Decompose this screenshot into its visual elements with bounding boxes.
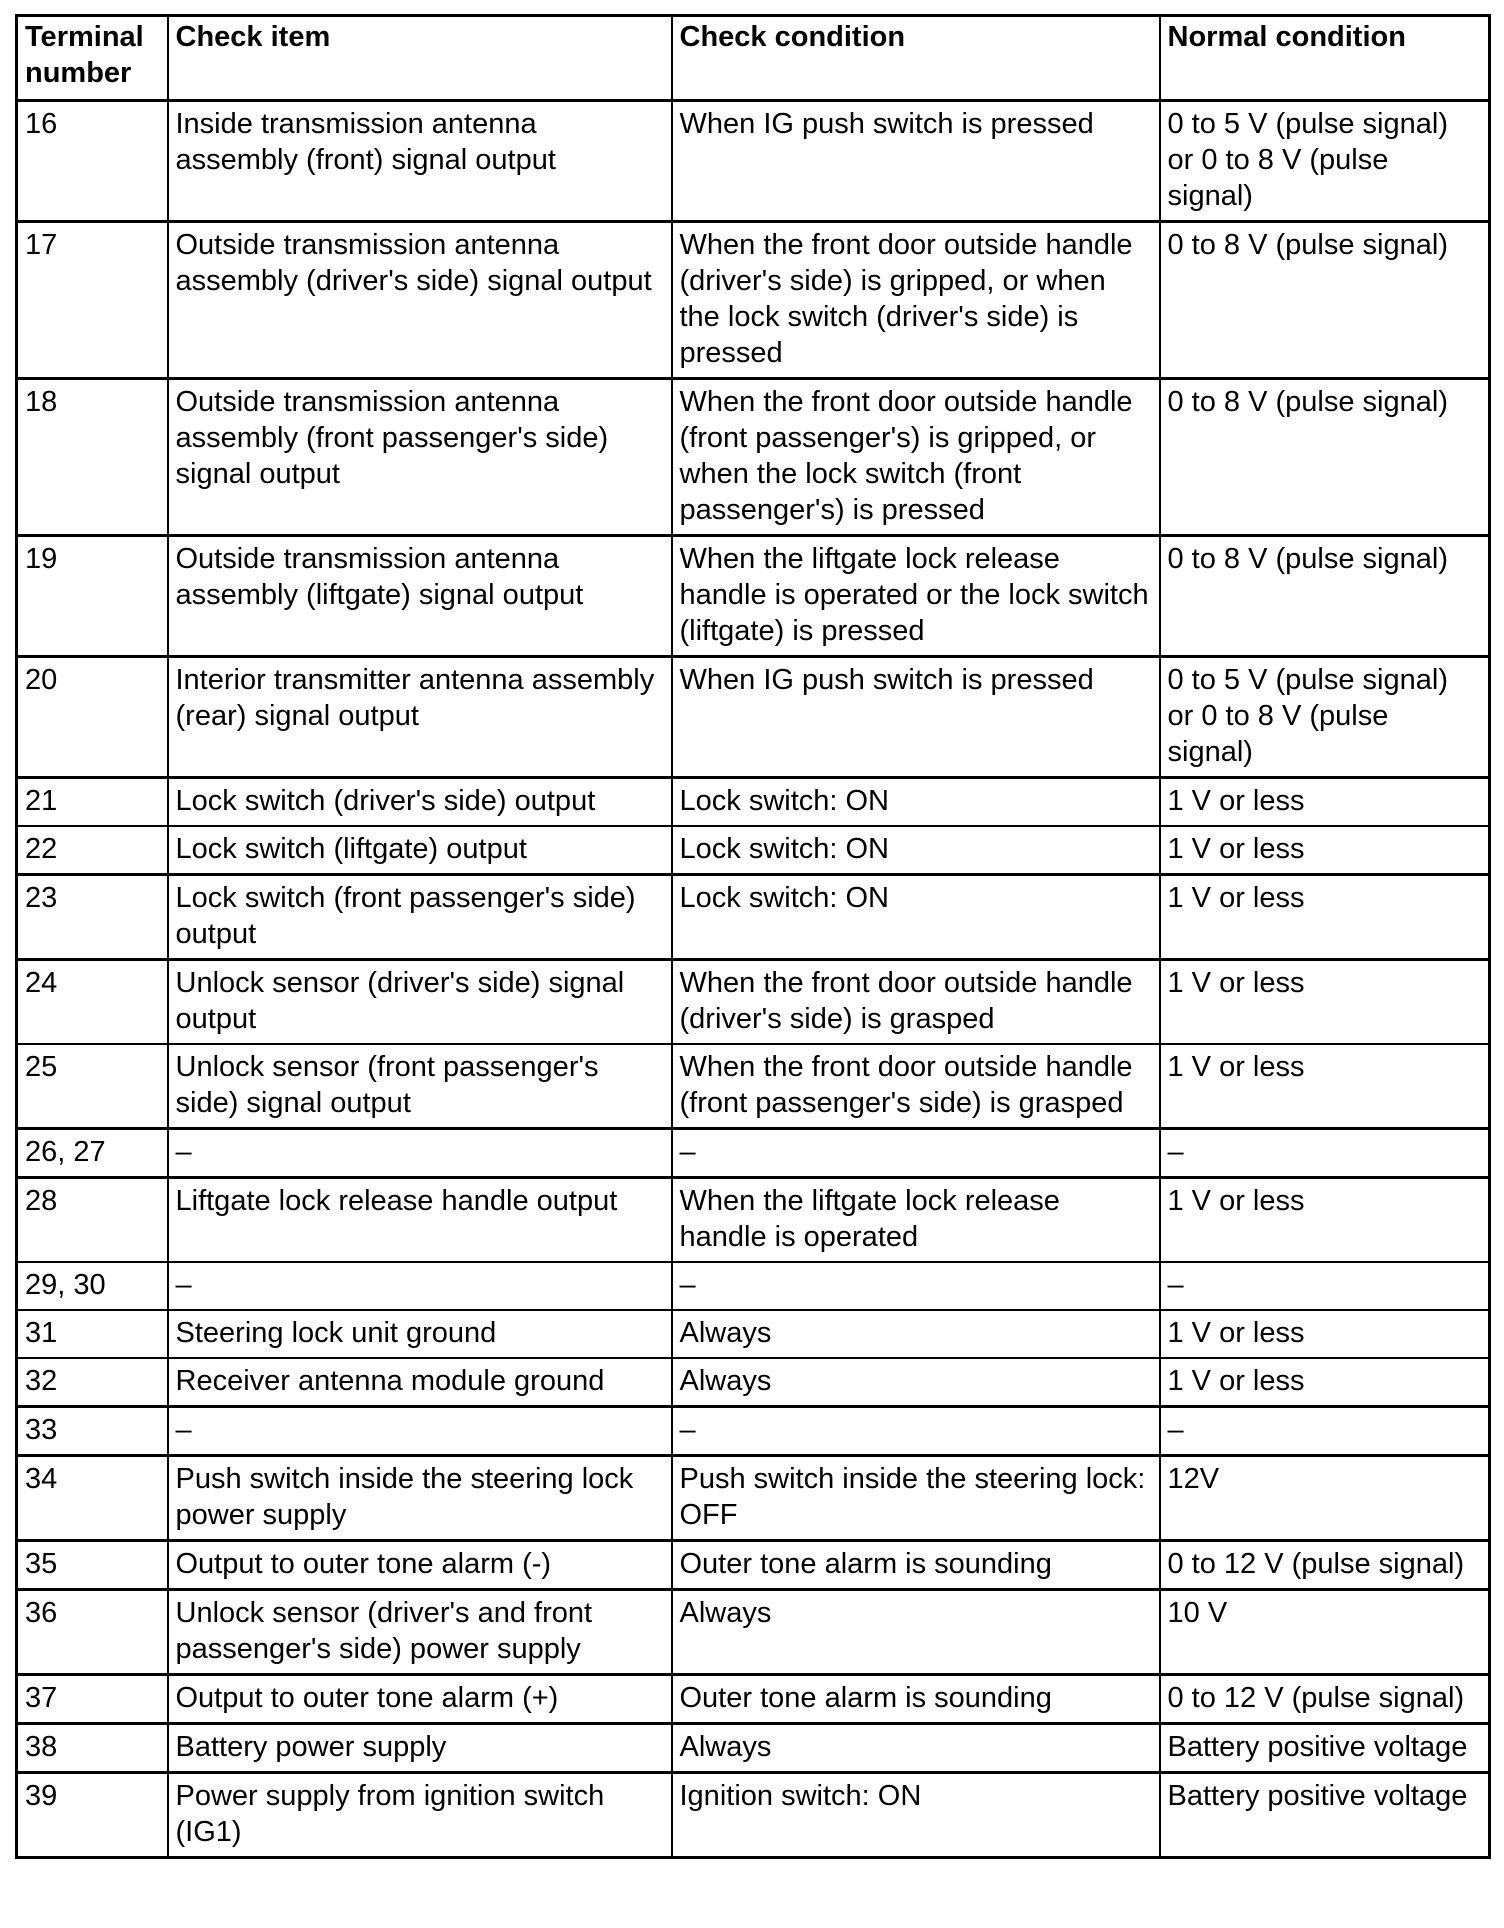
check-item-cell: –: [168, 1262, 672, 1310]
check-condition-cell: –: [672, 1407, 1160, 1456]
normal-condition-cell: 1 V or less: [1160, 1310, 1490, 1358]
normal-condition-cell: –: [1160, 1129, 1490, 1178]
table-row: [17, 1262, 1490, 1310]
check-condition-cell: Lock switch: ON: [672, 875, 1160, 960]
terminal-number-cell: 26, 27: [17, 1129, 168, 1178]
terminal-number-cell: 29, 30: [17, 1262, 168, 1310]
check-item-cell: Battery power supply: [168, 1724, 672, 1773]
table-row: [17, 826, 1490, 875]
header-normal-condition: Normal condition: [1160, 16, 1490, 101]
table-row: [17, 379, 1490, 536]
terminal-number-cell: 34: [17, 1456, 168, 1541]
normal-condition-cell: 1 V or less: [1160, 1044, 1490, 1129]
check-item-cell: Outside transmission antenna assembly (liftgate) signal output: [168, 536, 672, 657]
check-item-cell: Power supply from ignition switch (IG1): [168, 1773, 672, 1858]
terminal-number-cell: 22: [17, 826, 168, 875]
normal-condition-cell: Battery positive voltage: [1160, 1773, 1490, 1858]
check-item-cell: Steering lock unit ground: [168, 1310, 672, 1358]
table-row: [17, 1456, 1490, 1541]
table-row: [17, 778, 1490, 827]
check-item-cell: Lock switch (front passenger's side) output: [168, 875, 672, 960]
check-condition-cell: –: [672, 1129, 1160, 1178]
table-row: [17, 536, 1490, 657]
check-item-cell: Liftgate lock release handle output: [168, 1178, 672, 1263]
header-check-condition: Check condition: [672, 16, 1160, 101]
table-row: [17, 1773, 1490, 1858]
terminal-number-cell: 24: [17, 960, 168, 1045]
terminal-number-cell: 32: [17, 1358, 168, 1407]
table-row: [17, 1541, 1490, 1590]
normal-condition-cell: 1 V or less: [1160, 875, 1490, 960]
terminal-number-cell: 21: [17, 778, 168, 827]
check-item-cell: Lock switch (driver's side) output: [168, 778, 672, 827]
normal-condition-cell: 1 V or less: [1160, 960, 1490, 1045]
normal-condition-cell: 0 to 8 V (pulse signal): [1160, 536, 1490, 657]
check-condition-cell: Outer tone alarm is sounding: [672, 1541, 1160, 1590]
check-item-cell: Outside transmission antenna assembly (driver's side) signal output: [168, 222, 672, 379]
normal-condition-cell: –: [1160, 1407, 1490, 1456]
normal-condition-cell: 1 V or less: [1160, 1178, 1490, 1263]
normal-condition-cell: 0 to 5 V (pulse signal) or 0 to 8 V (pulse signal): [1160, 657, 1490, 778]
check-condition-cell: Lock switch: ON: [672, 826, 1160, 875]
normal-condition-cell: 1 V or less: [1160, 778, 1490, 827]
normal-condition-cell: 12V: [1160, 1456, 1490, 1541]
normal-condition-cell: 1 V or less: [1160, 1358, 1490, 1407]
terminal-number-cell: 31: [17, 1310, 168, 1358]
terminal-check-table: [15, 14, 1491, 1859]
check-condition-cell: Always: [672, 1310, 1160, 1358]
terminal-number-cell: 18: [17, 379, 168, 536]
check-condition-cell: When the front door outside handle (front passenger's side) is grasped: [672, 1044, 1160, 1129]
terminal-number-cell: 36: [17, 1590, 168, 1675]
check-condition-cell: Always: [672, 1724, 1160, 1773]
header-terminal-number: Terminal number: [17, 16, 168, 101]
check-condition-cell: When IG push switch is pressed: [672, 101, 1160, 222]
check-condition-cell: Always: [672, 1590, 1160, 1675]
check-condition-cell: Outer tone alarm is sounding: [672, 1675, 1160, 1724]
check-item-cell: Push switch inside the steering lock power supply: [168, 1456, 672, 1541]
terminal-number-cell: 37: [17, 1675, 168, 1724]
table-row: [17, 875, 1490, 960]
check-condition-cell: Ignition switch: ON: [672, 1773, 1160, 1858]
header-check-item: Check item: [168, 16, 672, 101]
check-condition-cell: Push switch inside the steering lock: OFF: [672, 1456, 1160, 1541]
table-row: [17, 657, 1490, 778]
terminal-number-cell: 28: [17, 1178, 168, 1263]
table-row: [17, 1407, 1490, 1456]
table-row: [17, 1590, 1490, 1675]
check-item-cell: Outside transmission antenna assembly (front passenger's side) signal output: [168, 379, 672, 536]
check-condition-cell: When the front door outside handle (driver's side) is gripped, or when the lock switch (driver's side) is pressed: [672, 222, 1160, 379]
check-condition-cell: Always: [672, 1358, 1160, 1407]
table-row: [17, 1675, 1490, 1724]
check-condition-cell: –: [672, 1262, 1160, 1310]
table-row: [17, 1129, 1490, 1178]
terminal-number-cell: 35: [17, 1541, 168, 1590]
terminal-number-cell: 33: [17, 1407, 168, 1456]
check-condition-cell: When the front door outside handle (driver's side) is grasped: [672, 960, 1160, 1045]
check-item-cell: Receiver antenna module ground: [168, 1358, 672, 1407]
terminal-number-cell: 19: [17, 536, 168, 657]
normal-condition-cell: 0 to 8 V (pulse signal): [1160, 379, 1490, 536]
check-item-cell: Lock switch (liftgate) output: [168, 826, 672, 875]
normal-condition-cell: 0 to 5 V (pulse signal) or 0 to 8 V (pulse signal): [1160, 101, 1490, 222]
check-item-cell: Interior transmitter antenna assembly (rear) signal output: [168, 657, 672, 778]
check-condition-cell: When the liftgate lock release handle is operated or the lock switch (liftgate) is pressed: [672, 536, 1160, 657]
normal-condition-cell: 10 V: [1160, 1590, 1490, 1675]
normal-condition-cell: 0 to 12 V (pulse signal): [1160, 1675, 1490, 1724]
terminal-number-cell: 20: [17, 657, 168, 778]
check-condition-cell: Lock switch: ON: [672, 778, 1160, 827]
terminal-number-cell: 38: [17, 1724, 168, 1773]
table-header-row: [17, 16, 1490, 101]
terminal-number-cell: 39: [17, 1773, 168, 1858]
table-row: [17, 1358, 1490, 1407]
check-item-cell: Unlock sensor (driver's and front passenger's side) power supply: [168, 1590, 672, 1675]
table-row: [17, 1724, 1490, 1773]
table-row: [17, 101, 1490, 222]
normal-condition-cell: –: [1160, 1262, 1490, 1310]
check-item-cell: Unlock sensor (driver's side) signal output: [168, 960, 672, 1045]
terminal-number-cell: 23: [17, 875, 168, 960]
table-row: [17, 960, 1490, 1045]
terminal-number-cell: 17: [17, 222, 168, 379]
table-row: [17, 1178, 1490, 1263]
check-item-cell: Output to outer tone alarm (+): [168, 1675, 672, 1724]
check-item-cell: Output to outer tone alarm (-): [168, 1541, 672, 1590]
normal-condition-cell: 0 to 8 V (pulse signal): [1160, 222, 1490, 379]
normal-condition-cell: Battery positive voltage: [1160, 1724, 1490, 1773]
normal-condition-cell: 1 V or less: [1160, 826, 1490, 875]
check-condition-cell: When IG push switch is pressed: [672, 657, 1160, 778]
check-item-cell: Unlock sensor (front passenger's side) signal output: [168, 1044, 672, 1129]
terminal-number-cell: 25: [17, 1044, 168, 1129]
check-item-cell: Inside transmission antenna assembly (front) signal output: [168, 101, 672, 222]
table-row: [17, 222, 1490, 379]
check-condition-cell: When the liftgate lock release handle is operated: [672, 1178, 1160, 1263]
check-item-cell: –: [168, 1129, 672, 1178]
check-condition-cell: When the front door outside handle (front passenger's) is gripped, or when the lock switch (front passenger's) is pressed: [672, 379, 1160, 536]
check-item-cell: –: [168, 1407, 672, 1456]
table-row: [17, 1310, 1490, 1358]
table-row: [17, 1044, 1490, 1129]
normal-condition-cell: 0 to 12 V (pulse signal): [1160, 1541, 1490, 1590]
terminal-number-cell: 16: [17, 101, 168, 222]
